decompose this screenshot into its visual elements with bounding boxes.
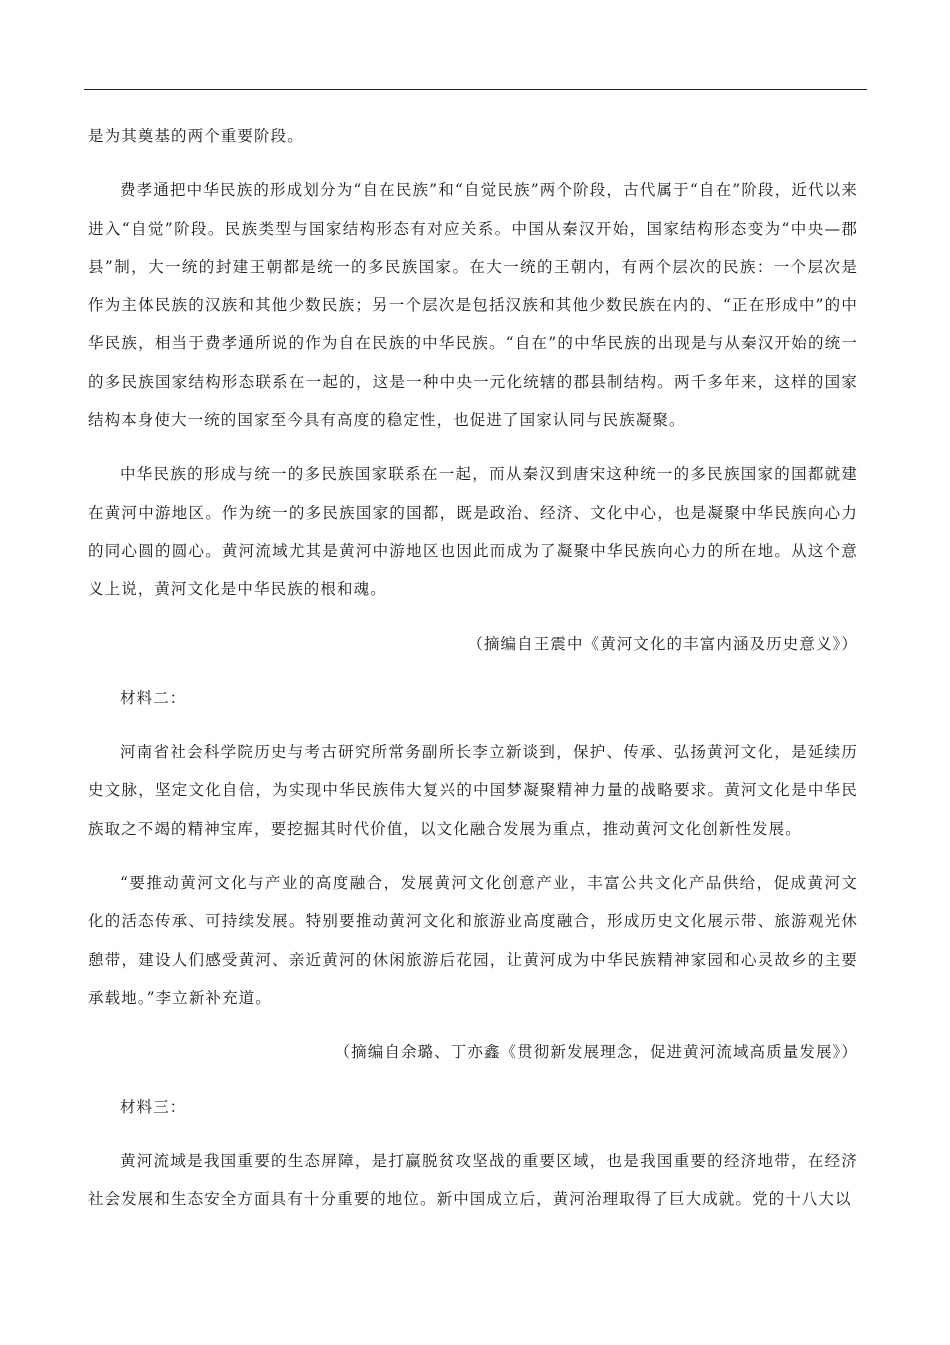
document-body <box>88 117 858 1218</box>
source-citation-2: （摘编自余璐、丁亦鑫《贯彻新发展理念，促进黄河流域高质量发展》） <box>334 1043 858 1062</box>
paragraph-ecology: 黄河流域是我国重要的生态屏障，是打赢脱贫攻坚战的重要区域，也是我国重要的经济地带，在经济社会发展和生态安全方面具有十分重要的地位。新中国成立后，黄河治理取得了巨大成就。党的十八大以 <box>88 1151 858 1209</box>
paragraph-fei-xiaotong: 费孝通把中华民族的形成划分为“自在民族”和“自觉民族”两个阶段，古代属于“自在”阶段，近代以来进入“自觉”阶段。民族类型与国家结构形态有对应关系。中国从秦汉开始，国家结构形态变为“中央—郡县”制，大一统的封建王朝都是统一的多民族国家。在大一统的王朝内，有两个层次的民族：一个层次是作为主体民族的汉族和其他少数民族；另一个层次是包括汉族和其他少数民族在内的、“正在形成中”的中华民族，相当于费孝通所说的作为自在民族的中华民族。“自在”的中华民族的出现是与从秦汉开始的统一的多民族国家结构形态联系在一起的，这是一种中央一元化统辖的郡县制结构。两千多年来，这样的国家结构本身使大一统的国家至今具有高度的稳定性，也促进了国家认同与民族凝聚。 <box>88 181 858 430</box>
paragraph-yellow-river-capital: 中华民族的形成与统一的多民族国家联系在一起，而从秦汉到唐宋这种统一的多民族国家的国都就建在黄河中游地区。作为统一的多民族国家的国都，既是政治、经济、文化中心，也是凝聚中华民族向心力的同心圆的圆心。黄河流域尤其是黄河中游地区也因此而成为了凝聚中华民族向心力的所在地。从这个意义上说，黄河文化是中华民族的根和魂。 <box>88 465 858 599</box>
paragraph-quote: “要推动黄河文化与产业的高度融合，发展黄河文化创意产业，丰富公共文化产品供给，促成黄河文化的活态传承、可持续发展。特别要推动黄河文化和旅游业高度融合，形成历史文化展示带、旅游观光休憩带，建设人们感受黄河、亲近黄河的休闲旅游后花园，让黄河成为中华民族精神家园和心灵故乡的主要承载地。”李立新补充道。 <box>88 874 858 1007</box>
material-three-label: 材料三： <box>120 1097 187 1116</box>
paragraph-continuation: 是为其奠基的两个重要阶段。 <box>88 127 304 145</box>
paragraph-li-lixin: 河南省社会科学院历史与考古研究所常务副所长李立新谈到，保护、传承、弘扬黄河文化，是延续历史文脉，坚定文化自信，为实现中华民族伟大复兴的中国梦凝聚精神力量的战略要求。黄河文化是中华民族取之不竭的精神宝库，要挖掘其时代价值，以文化融合发展为重点，推动黄河文化创新性发展。 <box>88 743 858 838</box>
material-two-label: 材料二： <box>120 688 187 707</box>
source-citation-1: （摘编自王震中《黄河文化的丰富内涵及历史意义》） <box>467 634 858 653</box>
header-rule <box>84 89 867 90</box>
